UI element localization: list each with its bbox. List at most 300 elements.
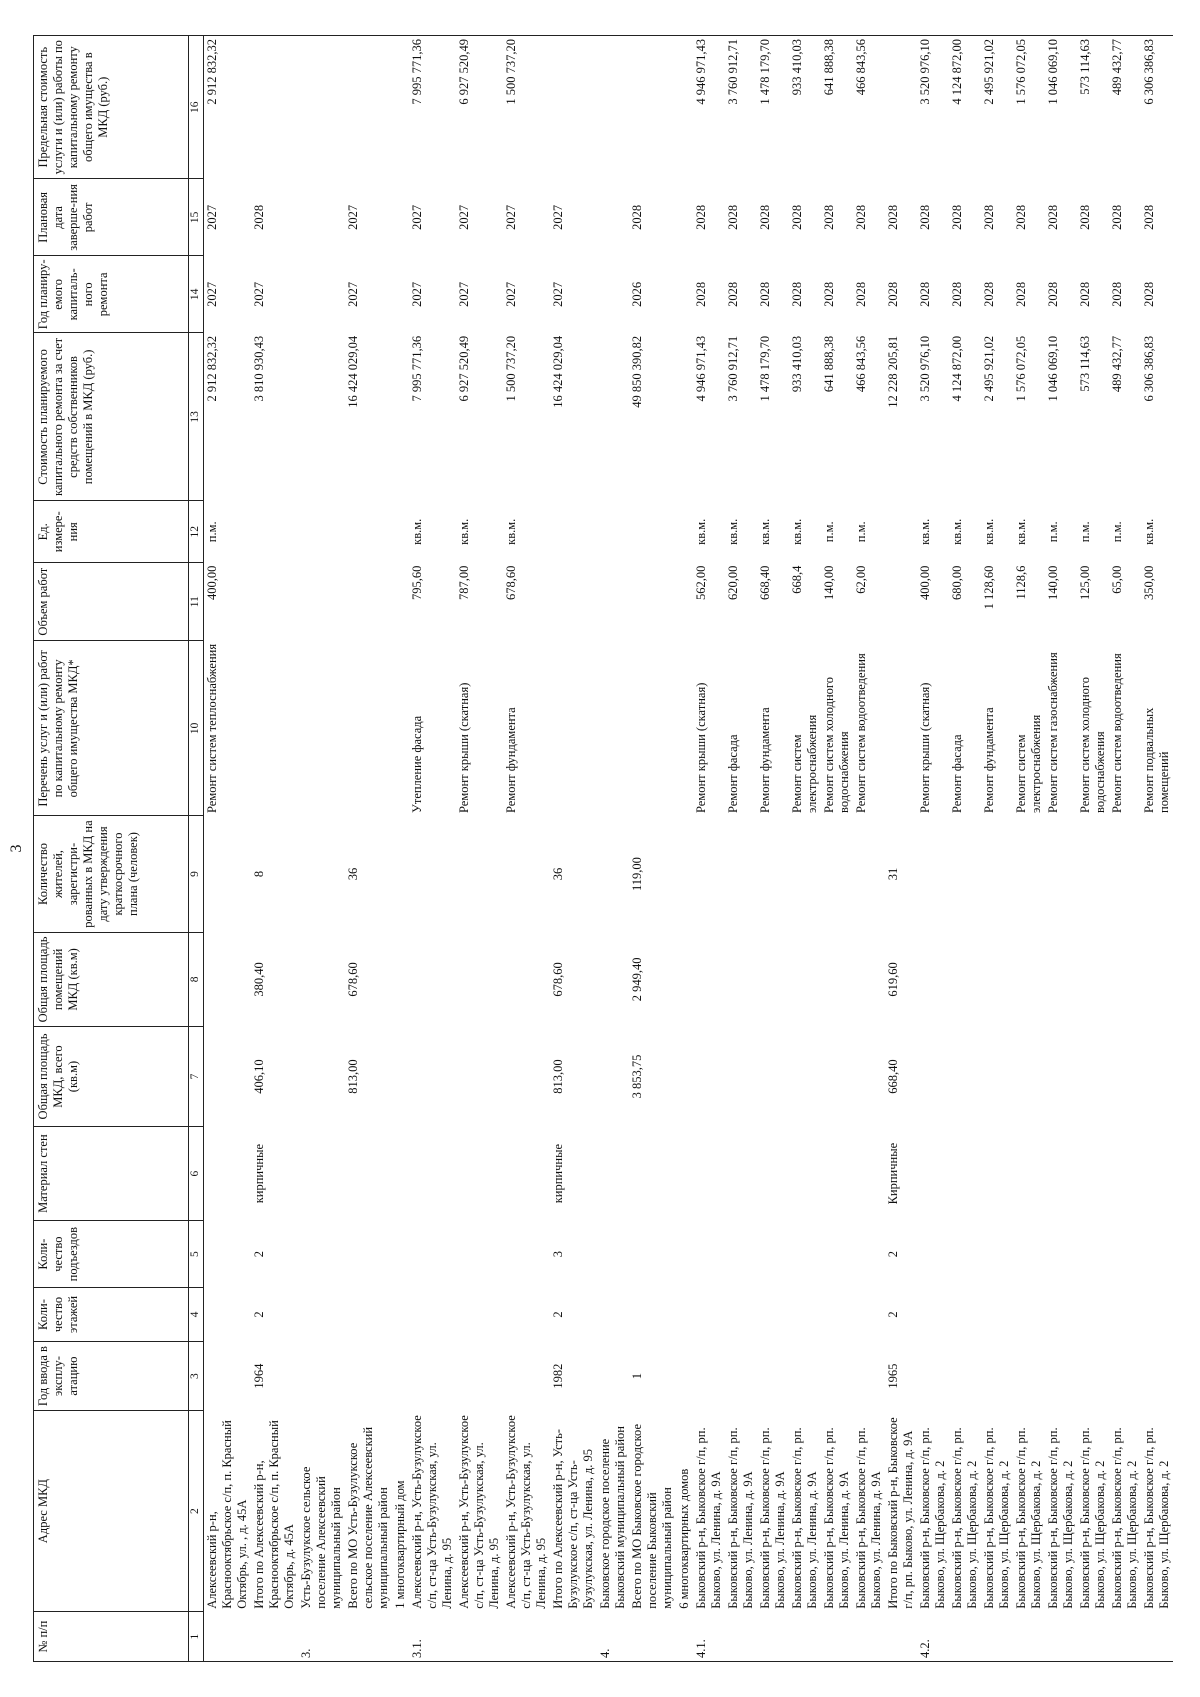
table-cell: 2027 <box>504 204 518 230</box>
table-cell <box>345 1287 392 1341</box>
table-cell <box>204 1287 252 1341</box>
table-cell <box>1109 816 1141 932</box>
table-cell <box>456 1342 503 1411</box>
table-header-row <box>34 36 189 1662</box>
table-cell: 1 046 069,10 <box>1046 335 1060 402</box>
table-cell <box>1109 932 1141 1027</box>
table-cell: Ремонт фасада <box>726 734 740 813</box>
table-cell <box>1109 1342 1141 1411</box>
table-cell: 2028 <box>982 281 996 307</box>
table-cell <box>885 563 917 641</box>
table-cell <box>409 1027 456 1126</box>
table-cell <box>251 563 298 641</box>
table-cell <box>1077 1126 1109 1221</box>
table-cell <box>298 179 345 256</box>
table-cell: 680,00 <box>950 565 964 600</box>
table-cell <box>917 1126 949 1221</box>
table-cell <box>298 563 345 641</box>
table-cell <box>757 1027 789 1126</box>
table-cell <box>1013 1027 1045 1126</box>
table-cell: Алексеевский р-н, Краснооктябрьское с/п, п. Красный Октябрь, ул. , д. 45А <box>205 1420 249 1609</box>
header-cell: Плановая дата заверше-ния работ <box>34 179 189 256</box>
table-cell: Итого по Алексеевский р-н, Усть-Бузулукское с/п, ст-ца Усть-Бузулукская, ул. Ленина, д. 95 <box>551 1429 595 1609</box>
table-cell <box>392 1342 409 1411</box>
header-cell: Перечень услуг и (или) работ по капитальному ремонту общего имущества МКД* <box>34 641 189 816</box>
table-cell <box>456 1126 503 1221</box>
table-cell <box>676 563 693 641</box>
header-cell: Материал стен <box>34 1126 189 1221</box>
table-cell: 678,60 <box>551 962 565 997</box>
table-cell <box>597 1287 629 1341</box>
table-cell <box>550 36 597 179</box>
table-cell <box>757 1612 789 1662</box>
table-row <box>725 36 757 1662</box>
table-cell: 562,00 <box>694 565 708 600</box>
table-cell: 2 495 921,02 <box>981 36 1013 179</box>
table-cell <box>298 641 345 816</box>
table-cell: 2028 <box>854 204 868 230</box>
table-cell: кв.м. <box>457 518 471 545</box>
table-cell <box>204 1221 252 1287</box>
table-cell <box>917 1027 949 1126</box>
table-cell <box>821 1221 853 1287</box>
table-cell: 16 424 029,04 <box>551 335 565 408</box>
table-cell <box>676 256 693 333</box>
table-row <box>676 36 693 1662</box>
table-cell <box>789 816 821 932</box>
table-cell: 2 <box>886 1251 900 1258</box>
table-cell: 2028 <box>694 204 708 230</box>
table-row <box>949 36 981 1662</box>
table-cell: 1 128,60 <box>982 565 996 610</box>
table-cell: Ремонт систем электроснабжения <box>1014 714 1043 813</box>
table-cell <box>597 333 629 501</box>
table-cell: 466 843,56 <box>854 335 868 393</box>
table-cell <box>676 333 693 501</box>
table-cell <box>693 1027 725 1126</box>
table-cell: 573 114,63 <box>1077 36 1109 179</box>
table-cell <box>725 1612 757 1662</box>
column-number: 14 <box>189 256 204 333</box>
table-cell: 2028 <box>1014 281 1028 307</box>
table-cell: Быковский р-н, Быковское г/п, рп. Быково, ул. Щербакова, д. 2 <box>950 1427 979 1609</box>
column-number: 7 <box>189 1027 204 1126</box>
table-cell: 489 432,77 <box>1109 36 1141 179</box>
table-cell: 2 <box>886 1311 900 1318</box>
table-cell <box>853 1221 885 1287</box>
table-cell <box>981 1612 1013 1662</box>
table-cell <box>251 641 298 816</box>
table-cell: Быковский р-н, Быковское г/п, рп. Быково, ул. Ленина, д. 9А <box>790 1427 819 1609</box>
table-cell: Усть-Бузулукское сельское поселение Алексеевский муниципальный район <box>299 1466 343 1609</box>
table-cell <box>503 932 550 1027</box>
table-cell: Быковский р-н, Быковское г/п, рп. Быково, ул. Ленина, д. 9А <box>758 1427 787 1609</box>
table-cell <box>821 1287 853 1341</box>
table-cell <box>1013 1612 1045 1662</box>
capital-repair-table <box>33 35 1173 1662</box>
table-cell: 6 927 520,49 <box>456 36 503 179</box>
table-cell: 2028 <box>918 204 932 230</box>
table-cell: Ремонт фундамента <box>504 707 518 813</box>
table-cell <box>981 1342 1013 1411</box>
table-cell <box>597 1126 629 1221</box>
table-cell <box>789 1126 821 1221</box>
table-cell <box>251 36 298 179</box>
table-cell <box>392 256 409 333</box>
table-cell: Быковский р-н, Быковское г/п, рп. Быково, ул. Щербакова, д. 2 <box>1046 1427 1075 1609</box>
table-cell <box>693 816 725 932</box>
table-row <box>853 36 885 1662</box>
table-cell: 4 124 872,00 <box>949 36 981 179</box>
column-number: 3 <box>189 1342 204 1411</box>
table-cell: 933 410,03 <box>790 335 804 393</box>
table-cell <box>1013 932 1045 1027</box>
table-cell: 933 410,03 <box>789 36 821 179</box>
table-cell <box>853 1342 885 1411</box>
table-cell: 2028 <box>1110 204 1124 230</box>
table-cell <box>1109 1027 1141 1126</box>
table-cell: 3. <box>298 1612 345 1662</box>
table-cell: кв.м. <box>790 518 804 545</box>
table-cell: 620,00 <box>726 565 740 600</box>
table-cell: 4.1. <box>693 1612 725 1662</box>
table-cell: Ремонт систем теплоснабжения <box>205 643 219 813</box>
table-cell <box>693 932 725 1027</box>
table-cell <box>981 1221 1013 1287</box>
table-cell: Быковский р-н, Быковское г/п, рп. Быково, ул. Ленина, д. 9А <box>822 1427 851 1609</box>
table-cell <box>676 1287 693 1341</box>
table-cell: 1 500 737,20 <box>504 335 518 402</box>
table-cell <box>456 1027 503 1126</box>
table-cell: Итого по Алексеевский р-н, Краснооктябрьское с/п, п. Красный Октябрь, д. 45А <box>252 1420 296 1609</box>
table-cell: кв.м. <box>1014 518 1028 545</box>
table-cell <box>204 1027 252 1126</box>
table-cell: Ремонт фундамента <box>982 707 996 813</box>
table-cell <box>725 1221 757 1287</box>
table-cell <box>392 563 409 641</box>
table-cell <box>853 932 885 1027</box>
table-cell: 2028 <box>694 281 708 307</box>
table-cell <box>693 1221 725 1287</box>
table-cell <box>917 816 949 932</box>
table-cell <box>629 1126 676 1221</box>
table-cell: 813,00 <box>551 1059 565 1094</box>
table-cell: 3 760 912,71 <box>726 335 740 402</box>
table-cell <box>1077 1342 1109 1411</box>
table-cell <box>676 1126 693 1221</box>
table-cell: 4. <box>597 1612 629 1662</box>
table-cell: 2027 <box>457 281 471 307</box>
table-cell <box>550 563 597 641</box>
table-cell <box>757 1221 789 1287</box>
table-cell: Быковский р-н, Быковское г/п, рп. Быково, ул. Щербакова, д. 2 <box>982 1427 1011 1609</box>
table-cell: 2028 <box>822 204 836 230</box>
table-cell: 400,00 <box>918 565 932 600</box>
table-cell <box>298 36 345 179</box>
table-cell <box>676 1221 693 1287</box>
table-cell: 8 <box>252 870 266 878</box>
table-cell <box>981 1027 1013 1126</box>
table-cell: 7 995 771,36 <box>409 36 456 179</box>
table-cell <box>597 256 629 333</box>
table-cell: кв.м. <box>982 518 996 545</box>
table-cell: 2028 <box>1078 281 1092 307</box>
table-cell <box>949 1027 981 1126</box>
table-cell: 795,60 <box>410 565 424 600</box>
table-cell: 3 <box>551 1251 565 1258</box>
table-cell <box>1045 932 1077 1027</box>
table-cell: 4.2. <box>917 1612 949 1662</box>
table-cell <box>456 932 503 1027</box>
table-cell: 380,40 <box>252 962 266 997</box>
table-cell: 2028 <box>1046 281 1060 307</box>
table-cell: 2027 <box>252 281 266 307</box>
table-cell: 2028 <box>1142 281 1156 307</box>
table-cell <box>597 1027 629 1126</box>
table-row <box>629 36 676 1662</box>
table-cell: 668,4 <box>790 565 804 594</box>
table-cell: кирпичные <box>252 1143 266 1204</box>
table-cell: 4 124 872,00 <box>950 335 964 402</box>
table-cell: 2028 <box>1014 204 1028 230</box>
table-cell: 3 520 976,10 <box>917 36 949 179</box>
table-cell <box>885 1612 917 1662</box>
table-cell <box>757 1126 789 1221</box>
table-cell: 2028 <box>790 204 804 230</box>
table-cell: 140,00 <box>1046 565 1060 600</box>
table-cell: 2028 <box>982 204 996 230</box>
table-cell <box>676 1612 693 1662</box>
table-cell <box>917 1342 949 1411</box>
table-row <box>409 36 456 1662</box>
header-cell: Стоимость планируемого капитального ремонта за счет средств собственников помещений в МКД (руб.) <box>34 333 189 501</box>
table-cell <box>503 816 550 932</box>
table-cell <box>1013 1221 1045 1287</box>
column-number: 5 <box>189 1221 204 1287</box>
table-cell: 3 520 976,10 <box>918 335 932 402</box>
header-cell: Год ввода в эксплу-атацию <box>34 1342 189 1411</box>
table-row <box>885 36 917 1662</box>
table-cell <box>1013 816 1045 932</box>
table-cell <box>345 1612 392 1662</box>
table-cell <box>981 1126 1013 1221</box>
table-cell: Кирпичные <box>886 1142 900 1205</box>
table-cell <box>949 1342 981 1411</box>
table-cell <box>1141 1221 1173 1287</box>
table-cell <box>949 1612 981 1662</box>
table-cell <box>456 816 503 932</box>
table-row <box>757 36 789 1662</box>
table-cell: 641 888,38 <box>821 36 853 179</box>
table-cell <box>298 1221 345 1287</box>
table-cell: 3 760 912,71 <box>725 36 757 179</box>
table-cell <box>949 1287 981 1341</box>
table-cell <box>204 932 252 1027</box>
table-cell <box>409 1126 456 1221</box>
table-cell <box>1045 1342 1077 1411</box>
table-cell: Ремонт крыши (скатная) <box>918 682 932 813</box>
table-cell <box>392 932 409 1027</box>
table-cell: Ремонт систем водоотведения <box>1110 653 1124 813</box>
table-cell: 2028 <box>1046 204 1060 230</box>
table-cell <box>392 1287 409 1341</box>
page-number: 3 <box>8 844 25 853</box>
table-cell: кв.м. <box>950 518 964 545</box>
table-cell: кв.м. <box>410 518 424 545</box>
table-cell: 1 046 069,10 <box>1045 36 1077 179</box>
table-cell: 2027 <box>504 281 518 307</box>
table-cell <box>298 501 345 563</box>
table-row <box>251 36 298 1662</box>
header-cell: Коли-чество этажей <box>34 1287 189 1341</box>
table-cell <box>757 1287 789 1341</box>
table-cell: 2 <box>252 1251 266 1258</box>
table-cell: 49 850 390,82 <box>630 335 644 408</box>
table-cell <box>725 1126 757 1221</box>
header-cell: Коли-чество подъездов <box>34 1221 189 1287</box>
table-cell: 6 927 520,49 <box>457 335 471 402</box>
table-cell <box>298 1342 345 1411</box>
table-cell: 1 <box>630 1372 644 1380</box>
table-cell: 31 <box>886 867 900 881</box>
table-cell <box>597 641 629 816</box>
table-cell <box>392 179 409 256</box>
table-cell: 813,00 <box>346 1059 360 1094</box>
table-cell: 2027 <box>551 281 565 307</box>
table-cell <box>725 1342 757 1411</box>
table-cell: п.м. <box>1078 521 1092 543</box>
table-row <box>1013 36 1045 1662</box>
column-number: 9 <box>189 816 204 932</box>
header-cell: Год планиру-емого капиталь-ного ремонта <box>34 256 189 333</box>
table-cell: 2027 <box>346 204 360 230</box>
table-cell <box>1141 1027 1173 1126</box>
header-cell: Объем работ <box>34 563 189 641</box>
table-cell <box>298 256 345 333</box>
column-number: 10 <box>189 641 204 816</box>
table-cell: кирпичные <box>551 1143 565 1204</box>
table-cell <box>1077 1027 1109 1126</box>
table-cell <box>392 501 409 563</box>
table-cell <box>885 36 917 179</box>
table-cell <box>597 1342 629 1411</box>
column-number: 12 <box>189 501 204 563</box>
table-cell <box>298 1287 345 1341</box>
table-cell: кв.м. <box>1142 518 1156 545</box>
table-row <box>789 36 821 1662</box>
table-cell <box>1013 1287 1045 1341</box>
table-cell: 1 500 737,20 <box>503 36 550 179</box>
table-cell <box>917 1221 949 1287</box>
table-row <box>1045 36 1077 1662</box>
table-cell: 2028 <box>1142 204 1156 230</box>
table-cell <box>409 1342 456 1411</box>
table-cell <box>676 501 693 563</box>
table-cell: 2028 <box>918 281 932 307</box>
table-cell: 3.1. <box>409 1612 456 1662</box>
table-cell <box>409 1221 456 1287</box>
table-cell <box>345 641 392 816</box>
table-cell <box>949 932 981 1027</box>
table-cell <box>503 1221 550 1287</box>
table-cell: 678,60 <box>504 565 518 600</box>
table-cell: 1 478 179,70 <box>757 36 789 179</box>
table-cell <box>456 1287 503 1341</box>
table-cell <box>345 1342 392 1411</box>
table-cell <box>853 1027 885 1126</box>
table-cell: 400,00 <box>205 565 219 600</box>
header-cell: Количество жителей, зарегистри-рованных в МКД на дату утверждения краткосрочного плана (человек) <box>34 816 189 932</box>
table-cell: Ремонт крыши (скатная) <box>694 682 708 813</box>
table-cell: 2 912 832,32 <box>204 36 252 179</box>
table-cell: Алексеевский р-н, Усть-Бузулукское с/п, ст-ца Усть-Бузулукская, ул. Ленина, д. 95 <box>410 1415 454 1609</box>
table-cell: 2027 <box>457 204 471 230</box>
table-cell: Быковский р-н, Быковское г/п, рп. Быково, ул. Щербакова, д. 2 <box>1142 1427 1171 1609</box>
table-cell <box>1077 1221 1109 1287</box>
table-cell: 2028 <box>1110 281 1124 307</box>
table-cell: 2028 <box>854 281 868 307</box>
table-cell <box>789 1221 821 1287</box>
table-cell <box>1109 1612 1141 1662</box>
table-cell: 2028 <box>726 204 740 230</box>
table-cell <box>392 333 409 501</box>
table-cell <box>1013 1342 1045 1411</box>
table-cell <box>597 563 629 641</box>
table-cell: 6 306 386,83 <box>1141 36 1173 179</box>
table-cell: 2027 <box>551 204 565 230</box>
table-cell <box>204 1612 252 1662</box>
table-cell: 2 949,40 <box>630 957 644 1002</box>
table-cell <box>298 333 345 501</box>
table-cell: 2028 <box>758 204 772 230</box>
table-cell: 787,00 <box>457 565 471 600</box>
table-cell: 1 478 179,70 <box>758 335 772 402</box>
header-cell: Предельная стоимость услуги и (или) работы по капитальному ремонту общего имущества в МКД (руб.) <box>34 36 189 179</box>
table-cell <box>298 1126 345 1221</box>
table-cell: Быковский р-н, Быковское г/п, рп. Быково, ул. Щербакова, д. 2 <box>1110 1427 1139 1609</box>
table-cell: 6 многоквартирных домов <box>677 1468 691 1609</box>
table-cell: Ремонт крыши (скатная) <box>457 682 471 813</box>
table-cell: Быковский р-н, Быковское г/п, рп. Быково, ул. Щербакова, д. 2 <box>1078 1427 1107 1609</box>
table-cell <box>298 1027 345 1126</box>
table-cell <box>392 1612 409 1662</box>
table-cell <box>725 1027 757 1126</box>
table-cell: 2 495 921,02 <box>982 335 996 402</box>
table-cell <box>676 641 693 816</box>
table-cell <box>392 1027 409 1126</box>
table-cell <box>821 1612 853 1662</box>
table-cell <box>853 1612 885 1662</box>
column-number: 2 <box>189 1410 204 1611</box>
table-cell: Быковский р-н, Быковское г/п, рп. Быково, ул. Щербакова, д. 2 <box>1014 1427 1043 1609</box>
table-cell: п.м. <box>205 521 219 543</box>
column-number: 6 <box>189 1126 204 1221</box>
table-cell <box>853 1126 885 1221</box>
table-cell <box>456 1221 503 1287</box>
table-cell <box>821 1342 853 1411</box>
table-cell: 1 многоквартирный дом <box>393 1480 407 1609</box>
table-cell: Ремонт подвальных помещений <box>1142 707 1171 813</box>
table-cell: 466 843,56 <box>853 36 885 179</box>
table-row <box>204 36 252 1662</box>
table-row <box>550 36 597 1662</box>
table-cell <box>503 1342 550 1411</box>
table-cell: 2028 <box>822 281 836 307</box>
table-cell <box>1141 816 1173 932</box>
table-cell <box>550 501 597 563</box>
table-row <box>392 36 409 1662</box>
table-cell: 1 576 072,05 <box>1014 335 1028 402</box>
